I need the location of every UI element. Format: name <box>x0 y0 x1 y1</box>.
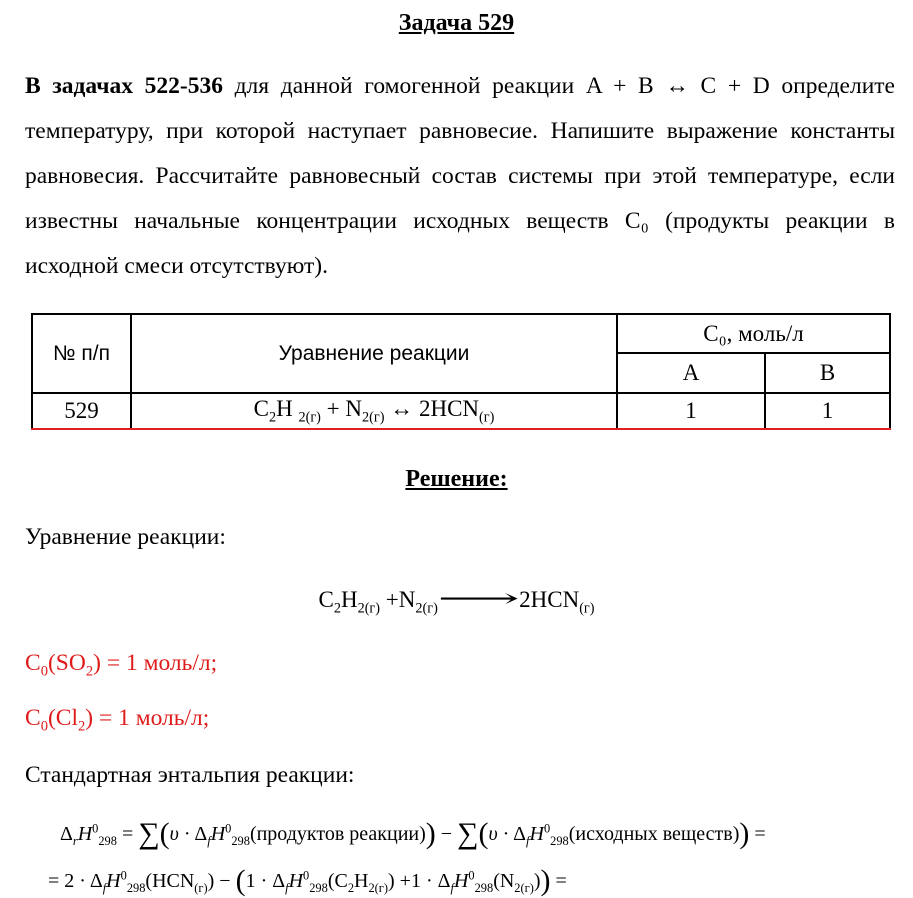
formula-reactants: (исходных веществ) <box>568 823 740 845</box>
problem-lead: В задачах 522-536 <box>25 73 223 99</box>
concentration-1: $C_0(SO_2) = 1$ моль/л; <box>25 650 218 680</box>
solution-title: Решение: <box>405 466 508 492</box>
enthalpy-label: Стандартная энтальпия реакции: <box>25 762 355 788</box>
problem-text: для данной гомогенной реакции A + B ↔ C + D определите температуру, при которой наступает равновесие. Напишите выражение константы равновесия. Рассчитайте равновесный состав системы при этой температуре, если известны начальные концентрации исходных веществ C₀ (продукты реакции в исходной смеси отсутствуют). <box>25 73 895 279</box>
header-concentration: C₀, моль/л <box>617 314 890 353</box>
problem-statement <box>25 64 895 289</box>
row-conc-b: 1 <box>765 393 890 429</box>
header-number: № п/п <box>32 314 131 393</box>
task-title: Задача 529 <box>398 10 515 36</box>
concentration-2: $C_0(Cl_2) = 1$ моль/л; <box>25 705 210 735</box>
formula-products: (продуктов реакции) <box>249 823 426 845</box>
header-a: A <box>617 353 765 393</box>
reaction-table <box>31 313 891 430</box>
header-b: B <box>765 353 890 393</box>
equation-label: Уравнение реакции: <box>25 524 226 550</box>
row-conc-a: 1 <box>617 393 765 429</box>
reaction-equation: $C_2H_{2(г)}$ $+N_{2(г)}⟶2HCN_{(г)}$ <box>318 584 595 617</box>
enthalpy-formula-line-2: = $2 \cdot \Delta_fH^0_{298}(HCN_{(г)}) - (1 \cdot \Delta_fH^0_{298}(C_2H_{2(г)}) +1 \cdot \Delta_fH^0_{298}(N_{2(г)}))$ = <box>48 864 567 897</box>
row-equation: $C_2H$ $_{2(г)} + N_{2(г)}$ ↔ $2HCN_{(г)}$ <box>131 393 617 429</box>
enthalpy-formula-line-1: $\Delta_rH^0_{298} = \sum(\upsilon$ · $\Delta_fH^0_{298}(продуктов$ реакции)) − $\sum(\upsilon \cdot \Delta_fH^0_{298}(исходных$ веществ)) = <box>60 817 766 850</box>
row-number: 529 <box>32 393 131 429</box>
header-equation: Уравнение реакции <box>131 314 617 393</box>
